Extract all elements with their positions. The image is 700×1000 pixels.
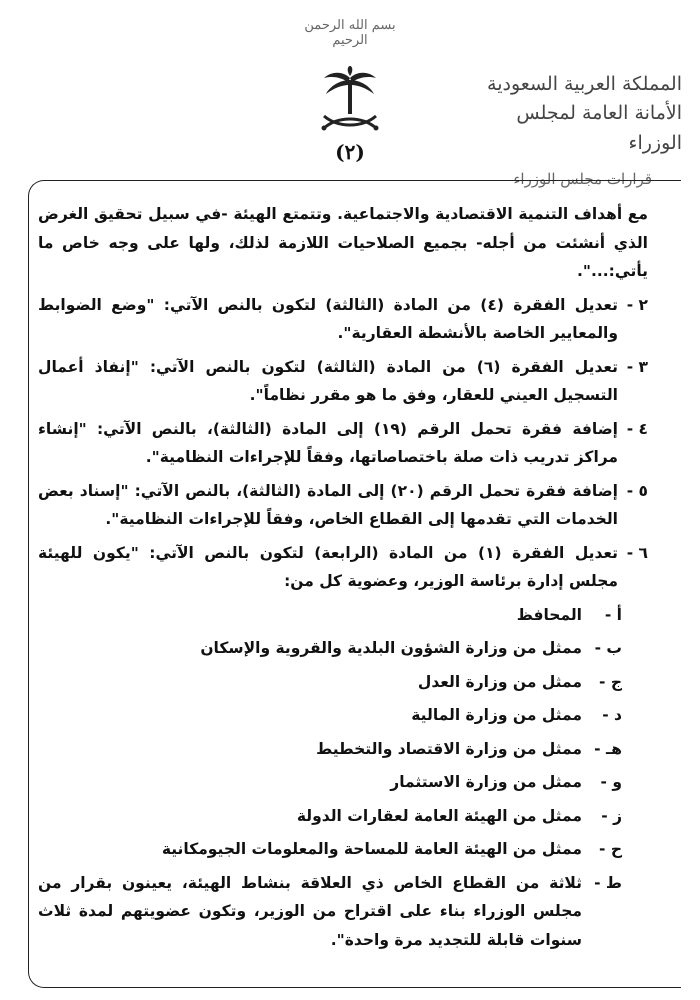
member-text: ممثل من وزارة المالية bbox=[411, 706, 582, 724]
list-item bbox=[38, 415, 648, 472]
item-text: تعديل الفقرة (١) من المادة (الرابعة) لتكون بالنص الآتي: "يكون للهيئة مجلس إدارة برئاسة الوزير، وعضوية كل من: bbox=[38, 543, 618, 590]
palm-swords-emblem-icon bbox=[318, 66, 382, 138]
item-text: إضافة فقرة تحمل الرقم (١٩) إلى المادة (الثالثة)، بالنص الآتي: "إنشاء مراكز تدريب ذات صلة باختصاصاتها، وفقاً للإجراءات النظامية". bbox=[38, 419, 618, 466]
member-item bbox=[38, 835, 648, 864]
member-text: ممثل من وزارة الاقتصاد والتخطيط bbox=[316, 739, 582, 758]
member-letter: ط - bbox=[594, 873, 622, 892]
list-item bbox=[38, 477, 648, 534]
member-item bbox=[38, 768, 648, 797]
list-item bbox=[38, 353, 648, 410]
item-number: ٤ - bbox=[626, 419, 648, 438]
member-text: ممثل من الهيئة العامة لعقارات الدولة bbox=[296, 806, 582, 825]
member-text: ممثل من وزارة الاستثمار bbox=[390, 773, 582, 791]
intro-paragraph: مع أهداف التنمية الاقتصادية والاجتماعية. وتتمتع الهيئة -في سبيل تحقيق الغرض الذي أنشئت من أجله- بجميع الصلاحيات اللازمة لذلك، ولها على وجه خاص ما يأتي:...". bbox=[38, 205, 648, 280]
member-text: المحافظ bbox=[516, 605, 582, 624]
document-body bbox=[38, 200, 648, 959]
member-letter: و - bbox=[600, 773, 622, 791]
member-letter: ح - bbox=[598, 840, 622, 858]
member-text: ممثل من وزارة الشؤون البلدية والقروية والإسكان bbox=[200, 639, 582, 657]
member-item bbox=[38, 601, 648, 630]
member-letter: ب - bbox=[594, 639, 622, 657]
kingdom-name: المملكة العربية السعودية bbox=[487, 73, 682, 95]
member-text: ممثل من الهيئة العامة للمساحة والمعلومات الجيومكانية bbox=[161, 840, 582, 858]
item-number: ٢ - bbox=[626, 295, 648, 314]
resolutions-label: قرارات مجلس الوزراء bbox=[513, 170, 652, 188]
member-item bbox=[38, 735, 648, 764]
secretariat-name: الأمانة العامة لمجلس الوزراء bbox=[516, 102, 682, 154]
member-letter: ز - bbox=[601, 806, 622, 825]
item-text: تعديل الفقرة (٤) من المادة (الثالثة) لتكون بالنص الآتي: "وضع الضوابط والمعايير الخاصة بالأنشطة العقارية". bbox=[38, 295, 618, 342]
item-number: ٣ - bbox=[626, 357, 648, 376]
member-item bbox=[38, 668, 648, 697]
member-letter: د - bbox=[602, 706, 622, 724]
list-item bbox=[38, 291, 648, 348]
member-text: ممثل من وزارة العدل bbox=[417, 672, 582, 691]
member-letter: ج - bbox=[598, 672, 622, 691]
member-item bbox=[38, 869, 648, 955]
item-text: إضافة فقرة تحمل الرقم (٢٠) إلى المادة (الثالثة)، بالنص الآتي: "إسناد بعض الخدمات التي تقدمها إلى القطاع الخاص، وفقاً للإجراءات النظامية". bbox=[38, 481, 618, 528]
item-number: ٦ - bbox=[626, 543, 648, 562]
member-item bbox=[38, 701, 648, 730]
basmala-calligraphy: بسم الله الرحمن الرحيم bbox=[304, 18, 396, 48]
letterhead bbox=[482, 70, 682, 192]
member-item bbox=[38, 802, 648, 831]
item-text: تعديل الفقرة (٦) من المادة (الثالثة) لتكون بالنص الآتي: "إنفاذ أعمال التسجيل العيني للعقار، وفق ما هو مقرر نظاماً". bbox=[38, 357, 618, 404]
list-item bbox=[38, 539, 648, 596]
item-number: ٥ - bbox=[626, 481, 648, 500]
page-number: (٢) bbox=[335, 140, 365, 164]
member-letter: هـ - bbox=[594, 739, 622, 758]
member-text: ثلاثة من القطاع الخاص ذي العلاقة بنشاط الهيئة، يعينون بقرار من مجلس الوزراء بناء على اقتراح من الوزير، وتكون عضويتهم لمدة ثلاث سنوات قابلة للتجديد مرة واحدة". bbox=[38, 873, 582, 949]
member-letter: أ - bbox=[604, 605, 622, 624]
member-item bbox=[38, 634, 648, 663]
